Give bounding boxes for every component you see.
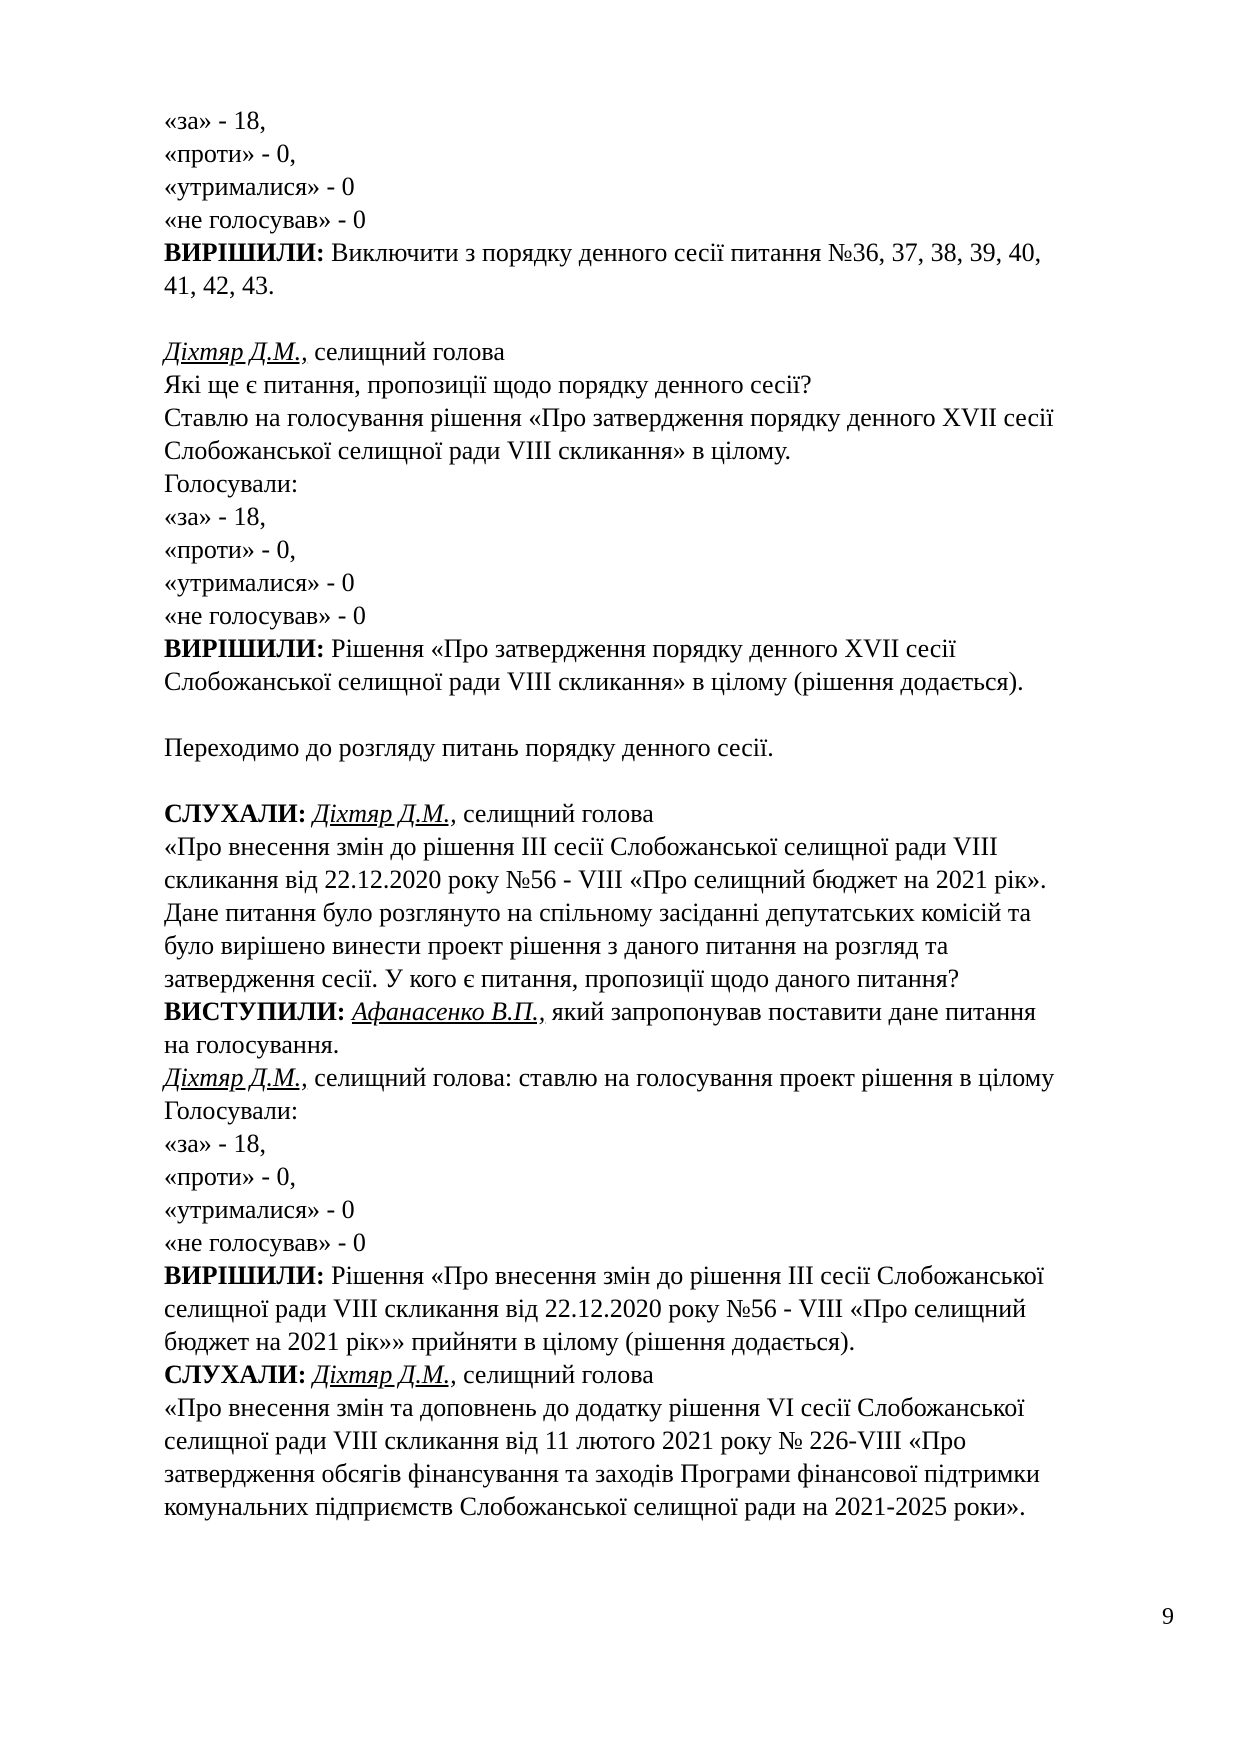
- topic-line: скликання від 22.12.2020 року №56 - VIII «Про селищний бюджет на 2021 рік».: [164, 865, 1047, 894]
- transition-line: Переходимо до розгляду питань порядку денного сесії.: [164, 733, 774, 762]
- vote-not-voted: «не голосував» - 0: [164, 1228, 366, 1257]
- topic-line: селищної ради VIII скликання від 11 лютого 2021 року № 226-VIII «Про: [164, 1426, 967, 1455]
- spoke-line: [164, 995, 1184, 1028]
- speaker-role: селищний голова: [307, 337, 505, 366]
- vote-against: «проти» - 0,: [164, 139, 297, 168]
- speaker-text: селищний голова: ставлю на голосування проект рішення в цілому: [307, 1063, 1055, 1092]
- vote-call-line: Слобожанської селищної ради VIII скликання» в цілому.: [164, 436, 791, 465]
- decision-label: ВИРІШИЛИ:: [164, 1261, 325, 1290]
- speaker-role: селищний голова: [456, 1360, 654, 1389]
- paragraph-spacer: [164, 698, 1184, 731]
- decision-text: Рішення «Про внесення змін до рішення III сесії Слобожанської: [324, 1261, 1045, 1290]
- vote-abstained: «утрималися» - 0: [164, 1195, 355, 1224]
- vote-abstained: «утрималися» - 0: [164, 568, 355, 597]
- topic-line: комунальних підприємств Слобожанської селищної ради на 2021-2025 роки».: [164, 1492, 1026, 1521]
- vote-against: «проти» - 0,: [164, 535, 297, 564]
- vote-abstained: «утрималися» - 0: [164, 172, 355, 201]
- vote-against: «проти» - 0,: [164, 1162, 297, 1191]
- speaker-name: Діхтяр Д.М.,: [312, 1360, 457, 1389]
- decision-paragraph: [164, 632, 1184, 665]
- vote-call-line: Ставлю на голосування рішення «Про затвердження порядку денного XVII сесії: [164, 403, 1054, 432]
- spoke-text-continued: на голосування.: [164, 1030, 340, 1059]
- speaker-name: Діхтяр Д.М.,: [312, 799, 457, 828]
- decision-label: ВИРІШИЛИ:: [164, 238, 325, 267]
- decision-text-continued: селищної ради VIII скликання від 22.12.2020 року №56 - VIII «Про селищний: [164, 1294, 1027, 1323]
- description-line: Дане питання було розглянуто на спільному засіданні депутатських комісій та: [164, 898, 1032, 927]
- vote-for: «за» - 18,: [164, 1129, 266, 1158]
- page-number: 9: [1162, 1604, 1174, 1630]
- description-line: було вирішено винести проект рішення з даного питання на розгляд та: [164, 931, 949, 960]
- spoke-text: який запропонував поставити дане питання: [545, 997, 1037, 1026]
- decision-text-continued: Слобожанської селищної ради VIII скликання» в цілому (рішення додається).: [164, 667, 1024, 696]
- decision-paragraph: [164, 236, 1184, 269]
- vote-for: «за» - 18,: [164, 502, 266, 531]
- topic-line: «Про внесення змін до рішення III сесії Слобожанської селищної ради VIII: [164, 832, 998, 861]
- description-line: затвердження сесії. У кого є питання, пропозиції щодо даного питання?: [164, 964, 960, 993]
- vote-not-voted: «не голосував» - 0: [164, 205, 366, 234]
- heard-label: СЛУХАЛИ:: [164, 799, 307, 828]
- decision-text-continued: 41, 42, 43.: [164, 271, 275, 300]
- document-page: [164, 104, 1184, 1523]
- question-line: Які ще є питання, пропозиції щодо порядку денного сесії?: [164, 370, 812, 399]
- topic-line: затвердження обсягів фінансування та заходів Програми фінансової підтримки: [164, 1459, 1040, 1488]
- decision-text: Рішення «Про затвердження порядку денного XVII сесії: [324, 634, 956, 663]
- heard-label: СЛУХАЛИ:: [164, 1360, 307, 1389]
- decision-label: ВИРІШИЛИ:: [164, 634, 325, 663]
- paragraph-spacer: [164, 764, 1184, 797]
- decision-paragraph: [164, 1259, 1184, 1292]
- vote-for: «за» - 18,: [164, 106, 266, 135]
- decision-text: Виключити з порядку денного сесії питання №36, 37, 38, 39, 40,: [324, 238, 1042, 267]
- speaker-line: [164, 335, 1184, 368]
- voted-label: Голосували:: [164, 1096, 299, 1125]
- voted-label: Голосували:: [164, 469, 299, 498]
- paragraph-spacer: [164, 302, 1184, 335]
- heard-line: [164, 797, 1184, 830]
- vote-not-voted: «не голосував» - 0: [164, 601, 366, 630]
- speaker-name: Афанасенко В.П.,: [351, 997, 546, 1026]
- speaker-name: Діхтяр Д.М.,: [164, 1063, 308, 1092]
- speaker-line: [164, 1061, 1184, 1094]
- speaker-role: селищний голова: [456, 799, 654, 828]
- decision-text-continued: бюджет на 2021 рік»» прийняти в цілому (рішення додається).: [164, 1327, 856, 1356]
- speaker-name: Діхтяр Д.М.,: [164, 337, 308, 366]
- topic-line: «Про внесення змін та доповнень до додатку рішення VI сесії Слобожанської: [164, 1393, 1025, 1422]
- spoke-label: ВИСТУПИЛИ:: [164, 997, 346, 1026]
- heard-line: [164, 1358, 1184, 1391]
